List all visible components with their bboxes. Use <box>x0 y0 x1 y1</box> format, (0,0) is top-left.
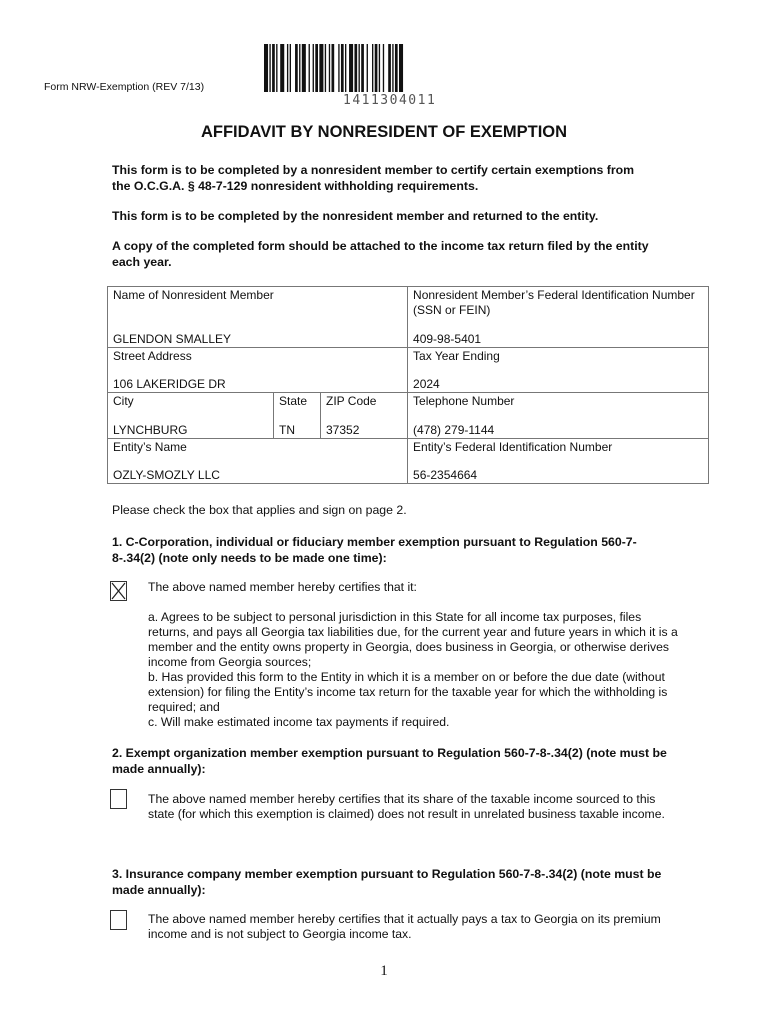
street-address-cell[interactable] <box>108 348 408 393</box>
state-cell[interactable] <box>274 393 321 439</box>
checkmark-x-icon <box>111 582 126 600</box>
section-2-heading: 2. Exempt organization member exemption pursuant to Regulation 560-7-8-.34(2) (note must be made annually): <box>112 746 667 776</box>
tax-year-cell[interactable] <box>408 348 709 393</box>
section-3-checkbox[interactable] <box>110 910 127 930</box>
section-1-lead: The above named member hereby certifies that it: <box>148 580 417 594</box>
check-instruction: Please check the box that applies and sign on page 2. <box>112 503 407 517</box>
member-fein-cell[interactable] <box>408 287 709 348</box>
tax-year-label: Tax Year Ending <box>413 349 500 363</box>
city-value: LYNCHBURG <box>113 423 188 437</box>
section-1-item-b: b. Has provided this form to the Entity in which it is a member on or before the due date (without extension) for filing the Entity’s income tax return for the taxable year for which the withholding is required; and <box>148 670 668 714</box>
member-name-label: Name of Nonresident Member <box>113 288 274 302</box>
zip-code-label: ZIP Code <box>326 394 377 408</box>
section-3-text: The above named member hereby certifies that it actually pays a tax to Georgia on its premium income and is not subject to Georgia income tax. <box>148 912 661 941</box>
intro-paragraph-1: This form is to be completed by a nonresident member to certify certain exemptions from the O.C.G.A. § 48-7-129 nonresident withholding requirements. <box>112 163 635 193</box>
telephone-cell[interactable] <box>408 393 709 439</box>
member-info-table <box>107 286 709 484</box>
section-2-checkbox[interactable] <box>110 789 127 809</box>
section-1-heading: 1. C-Corporation, individual or fiduciary member exemption pursuant to Regulation 560-7-8-.34(2) (note only needs to be made one time): <box>112 535 637 565</box>
section-1-item-a: a. Agrees to be subject to personal jurisdiction in this State for all income tax purposes, files returns, and pays all Georgia tax liabilities due, for the current year and future years in which it is a member and the entity owns property in Georgia, does business in Georgia, or otherwise derives income from Georgia sources; <box>148 610 678 669</box>
street-address-value: 106 LAKERIDGE DR <box>113 377 226 391</box>
entity-fein-cell[interactable] <box>408 439 709 484</box>
section-1-checkbox[interactable] <box>110 581 127 601</box>
entity-name-value: OZLY-SMOZLY LLC <box>113 468 220 482</box>
entity-name-cell[interactable] <box>108 439 408 484</box>
section-2-text: The above named member hereby certifies that its share of the taxable income sourced to this state (for which this exemption is claimed) does not result in unrelated business taxable income. <box>148 792 665 821</box>
member-fein-label: Nonresident Member’s Federal Identification Number (SSN or FEIN) <box>413 288 695 317</box>
barcode <box>264 44 516 92</box>
barcode-number: 1411304011 <box>343 93 437 108</box>
zip-code-value: 37352 <box>326 423 360 437</box>
telephone-label: Telephone Number <box>413 394 515 408</box>
member-name-cell[interactable] <box>108 287 408 348</box>
page-number: 1 <box>380 963 388 979</box>
state-value: TN <box>279 423 295 437</box>
member-name-value: GLENDON SMALLEY <box>113 332 232 346</box>
telephone-value: (478) 279-1144 <box>413 423 495 437</box>
entity-fein-value: 56-2354664 <box>413 468 478 482</box>
form-title: AFFIDAVIT BY NONRESIDENT OF EXEMPTION <box>200 123 568 141</box>
section-1-item-c: c. Will make estimated income tax payments if required. <box>148 715 450 729</box>
city-label: City <box>113 394 134 408</box>
entity-fein-label: Entity’s Federal Identification Number <box>413 440 613 454</box>
section-3-heading: 3. Insurance company member exemption pursuant to Regulation 560-7-8-.34(2) (note must be made annually): <box>112 867 662 897</box>
city-cell[interactable] <box>108 393 274 439</box>
tax-year-value: 2024 <box>413 377 440 391</box>
state-label: State <box>279 394 308 408</box>
street-address-label: Street Address <box>113 349 192 363</box>
zip-code-cell[interactable] <box>321 393 408 439</box>
entity-name-label: Entity’s Name <box>113 440 187 454</box>
intro-paragraph-2: This form is to be completed by the nonresident member and returned to the entity. <box>112 209 599 223</box>
form-id: Form NRW-Exemption (REV 7/13) <box>44 81 205 93</box>
intro-paragraph-3: A copy of the completed form should be attached to the income tax return filed by the entity each year. <box>112 239 649 269</box>
member-fein-value: 409-98-5401 <box>413 332 482 346</box>
